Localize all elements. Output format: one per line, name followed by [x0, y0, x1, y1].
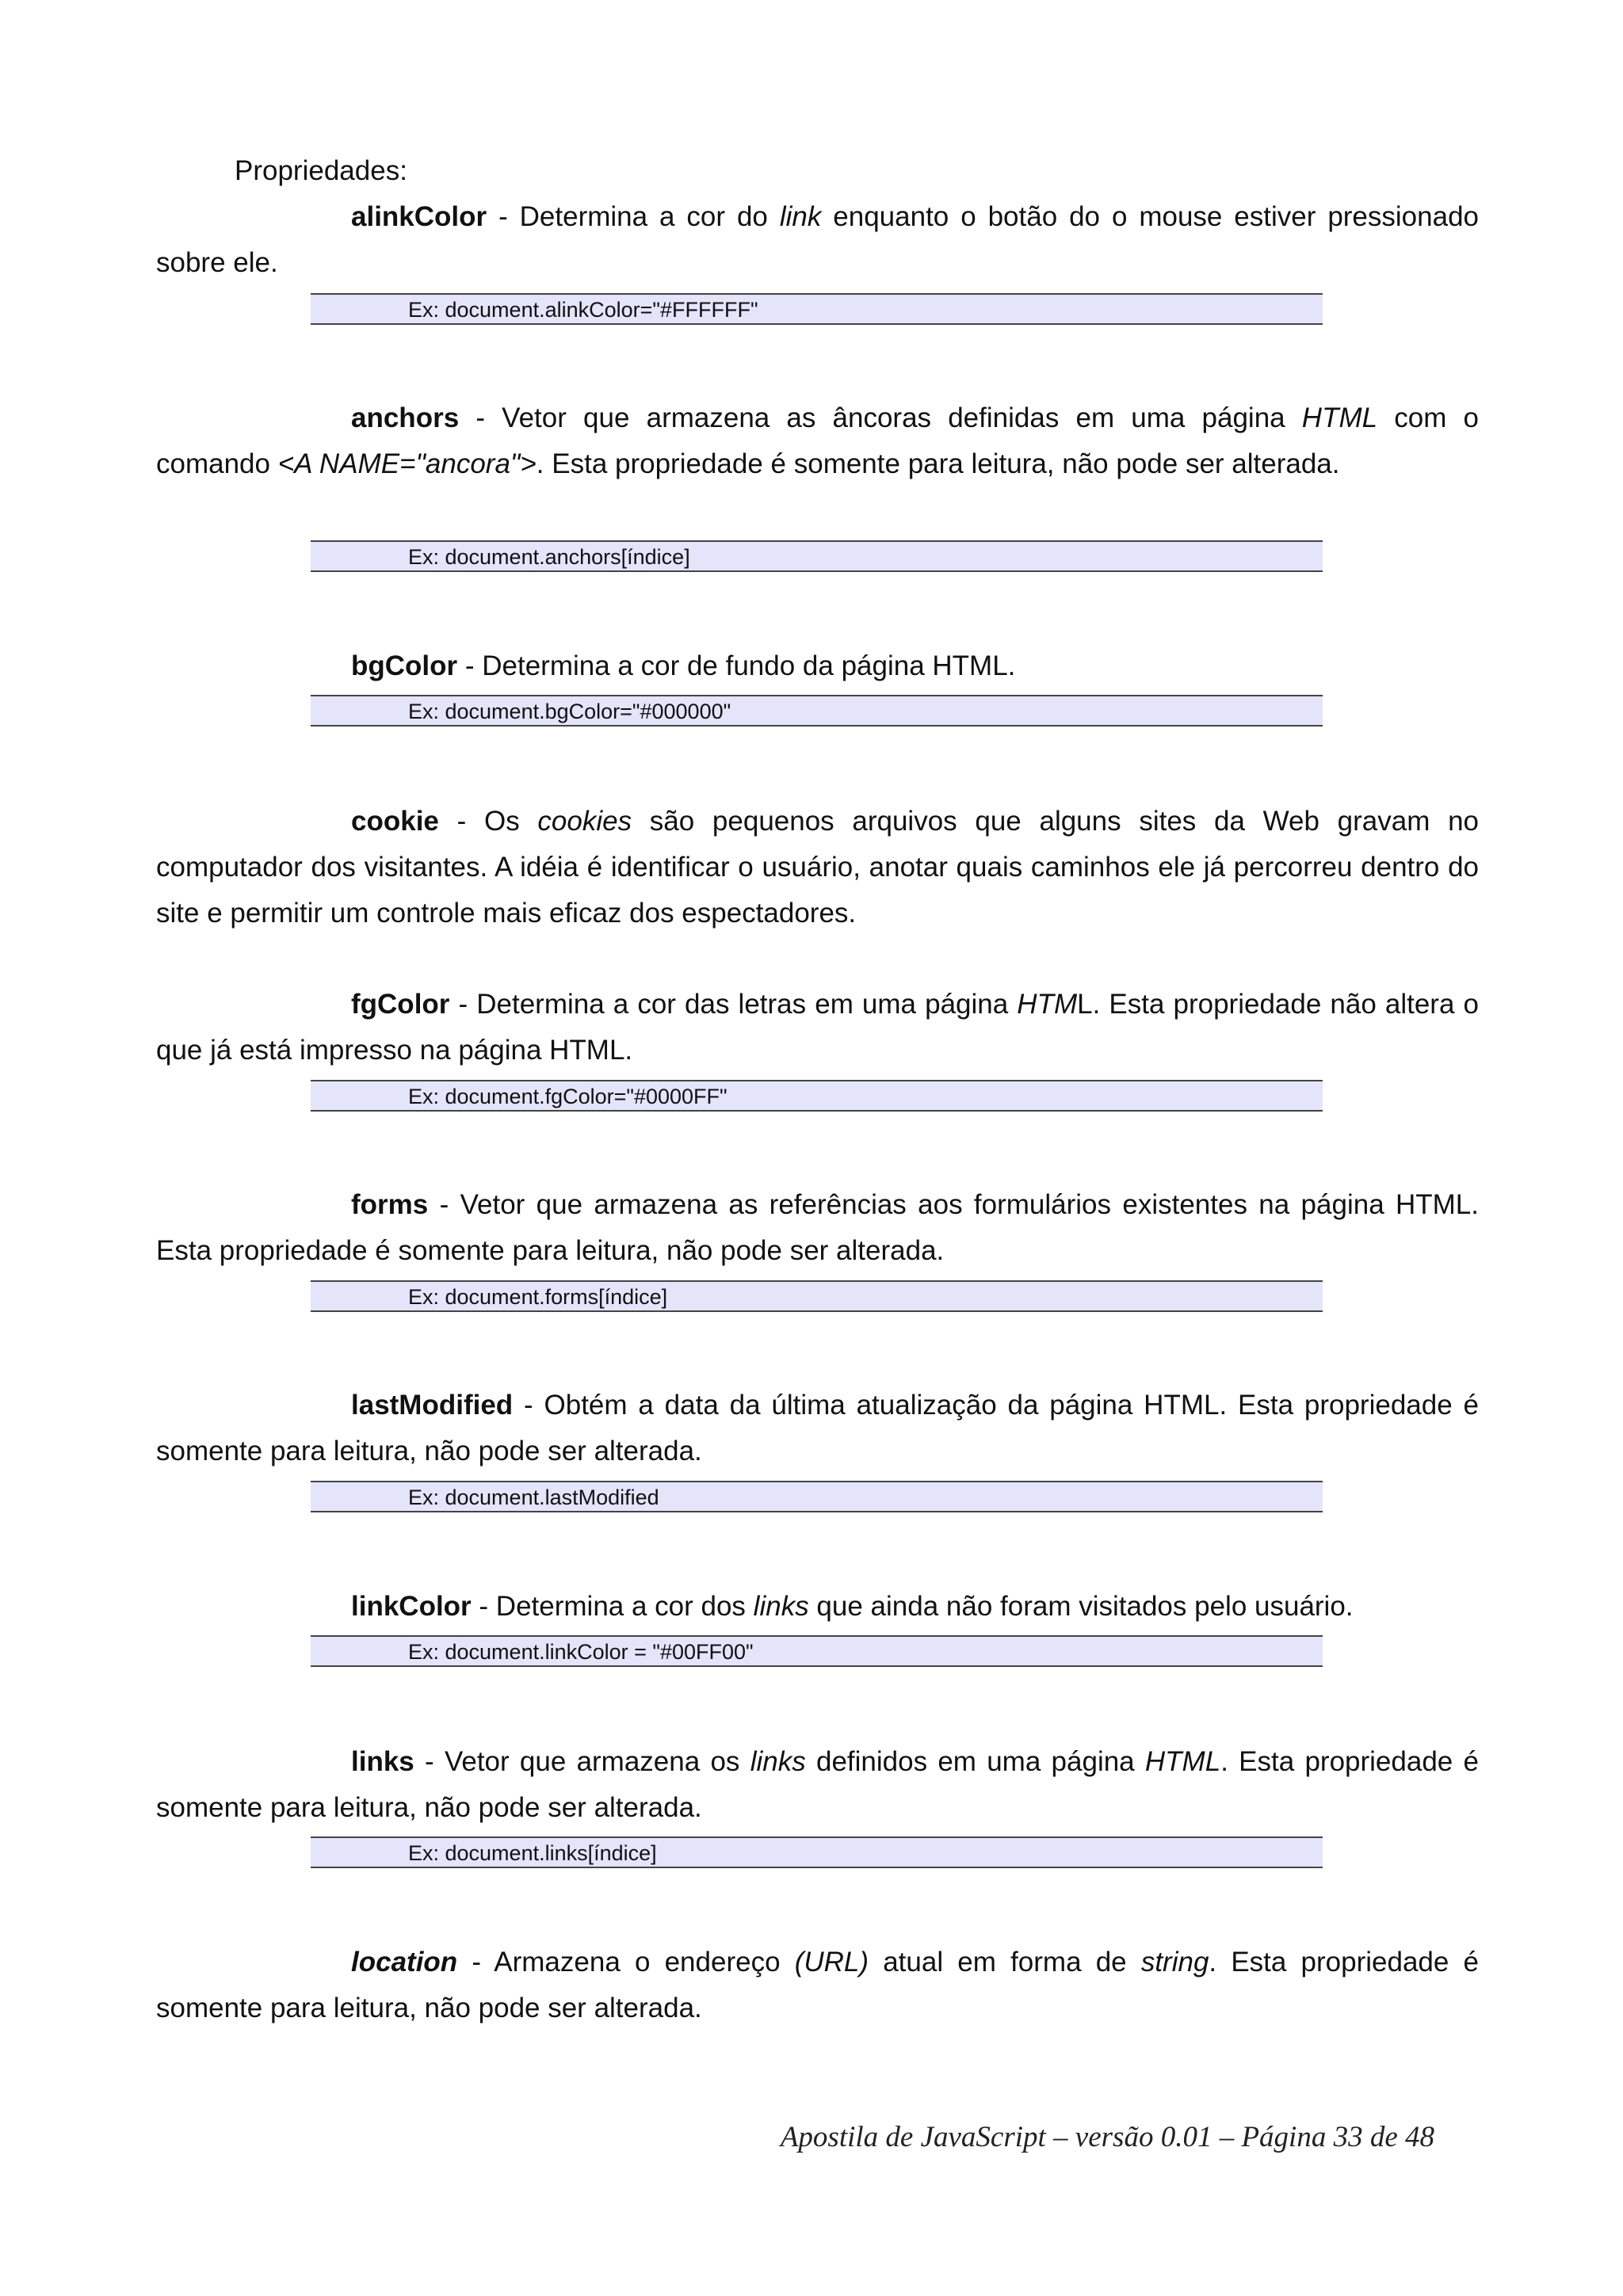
- property-name: links: [351, 1746, 414, 1777]
- separator: -: [438, 806, 484, 837]
- entry-alinkcolor: [156, 194, 1479, 286]
- page-footer: Apostila de JavaScript – versão 0.01 – Página 33 de 48: [780, 2121, 1434, 2153]
- separator: -: [459, 402, 502, 433]
- text-segment: Determina a cor de fundo da página HTML.: [482, 650, 1016, 681]
- separator: -: [487, 201, 520, 232]
- entry-text: [156, 799, 1479, 936]
- entry-text: [156, 395, 1479, 487]
- example-box: [311, 695, 1323, 727]
- italic-segment: HTML: [1301, 402, 1378, 433]
- italic-segment: HTML: [1144, 1746, 1221, 1777]
- separator: -: [457, 650, 483, 681]
- example-code: Ex: document.links[índice]: [408, 1841, 657, 1865]
- entry-text: [156, 1739, 1479, 1831]
- text-segment: Armazena o endereço: [494, 1947, 795, 1978]
- text-segment: que ainda não foram visitados pelo usuário.: [808, 1591, 1354, 1622]
- example-code: Ex: document.forms[índice]: [408, 1285, 668, 1309]
- text-segment: enquanto o botão do o mouse estiver pressionado sobre ele.: [156, 201, 1480, 278]
- section-title: Propriedades:: [235, 155, 407, 186]
- text-segment: . Esta propriedade é somente para leitura, não pode ser alterada.: [156, 1746, 1479, 1823]
- example-code: Ex: document.lastModified: [408, 1486, 659, 1509]
- text-segment: definidos em uma página: [805, 1746, 1145, 1777]
- text-segment: Obtém a data da última atualização da página HTML. Esta propriedade é somente para leitura, não pode ser alterada.: [156, 1390, 1479, 1466]
- separator: -: [428, 1189, 460, 1220]
- separator: -: [414, 1746, 445, 1777]
- text-segment: Determina a cor das letras em uma página: [476, 989, 1018, 1020]
- italic-segment: (URL): [794, 1947, 869, 1978]
- text-segment: Vetor que armazena os: [444, 1746, 750, 1777]
- example-code: Ex: document.alinkColor="#FFFFFF": [408, 298, 758, 322]
- text-segment: Vetor que armazena as referências aos formulários existentes na página HTML. Esta propriedade é somente para leitura, não pode ser alterada.: [156, 1189, 1479, 1266]
- separator: -: [471, 1591, 496, 1622]
- text-segment: atual em forma de: [869, 1947, 1141, 1978]
- separator: -: [449, 989, 477, 1020]
- example-code: Ex: document.bgColor="#000000": [408, 700, 731, 723]
- example-code: Ex: document.anchors[índice]: [408, 545, 690, 569]
- example-box: [311, 540, 1323, 572]
- entry-text: [156, 643, 1479, 689]
- example-code: Ex: document.linkColor = "#00FF00": [408, 1640, 754, 1664]
- entry-text: [156, 1182, 1479, 1274]
- text-segment: Os: [483, 806, 538, 837]
- entry-text: [156, 1939, 1479, 2031]
- entry-text: [156, 1383, 1479, 1474]
- example-code: Ex: document.fgColor="#0000FF": [408, 1085, 727, 1108]
- example-box: [311, 1836, 1323, 1868]
- property-name: bgColor: [351, 650, 458, 681]
- text-segment: são pequenos arquivos que alguns sites da Web gravam no computador dos visitantes. A idéia é identificar o usuário, anotar quais caminhos ele já percorreu dentro do site e permitir um controle mais eficaz dos espectadores.: [156, 806, 1480, 929]
- property-name: alinkColor: [351, 201, 487, 232]
- property-name: forms: [351, 1189, 429, 1220]
- entry-text: [156, 982, 1479, 1074]
- text-segment: Determina a cor do: [519, 201, 780, 232]
- property-name: fgColor: [351, 989, 450, 1020]
- property-name: linkColor: [351, 1591, 472, 1622]
- entry-forms: [156, 1182, 1479, 1274]
- text-segment: com o comando: [156, 402, 1479, 479]
- entry-bgcolor: [156, 643, 1479, 689]
- property-name: location: [351, 1947, 458, 1978]
- entry-anchors: [156, 395, 1479, 487]
- italic-segment: links: [753, 1591, 809, 1622]
- entry-lastmodified: [156, 1383, 1479, 1474]
- entry-text: [156, 194, 1479, 286]
- example-box: [311, 1280, 1323, 1312]
- entry-links: [156, 1739, 1479, 1831]
- entry-text: [156, 1584, 1479, 1630]
- text-segment: . Esta propriedade é somente para leitura, não pode ser alterada.: [156, 1947, 1479, 2023]
- example-box: [311, 1481, 1323, 1512]
- example-box: [311, 1080, 1323, 1112]
- text-segment: Vetor que armazena as âncoras definidas em uma página: [502, 402, 1302, 433]
- example-box: [311, 293, 1323, 325]
- property-name: cookie: [351, 806, 439, 837]
- italic-segment: string: [1140, 1947, 1209, 1978]
- text-segment: Determina a cor dos: [495, 1591, 754, 1622]
- entry-location: [156, 1939, 1479, 2031]
- text-segment: . Esta propriedade é somente para leitura, não pode ser alterada.: [536, 448, 1340, 479]
- separator: -: [457, 1947, 495, 1978]
- entry-linkcolor: [156, 1584, 1479, 1630]
- separator: -: [513, 1390, 544, 1421]
- text-segment: L. Esta propriedade não altera o que já está impresso na página HTML.: [156, 989, 1479, 1066]
- italic-segment: link: [779, 201, 822, 232]
- property-name: lastModified: [351, 1390, 514, 1421]
- property-name: anchors: [351, 402, 460, 433]
- italic-segment: HTM: [1017, 989, 1078, 1020]
- italic-segment: <A NAME="ancora">: [277, 448, 537, 479]
- entry-cookie: [156, 799, 1479, 936]
- italic-segment: cookies: [537, 806, 632, 837]
- example-box: [311, 1635, 1323, 1667]
- italic-segment: links: [750, 1746, 806, 1777]
- entry-fgcolor: [156, 982, 1479, 1074]
